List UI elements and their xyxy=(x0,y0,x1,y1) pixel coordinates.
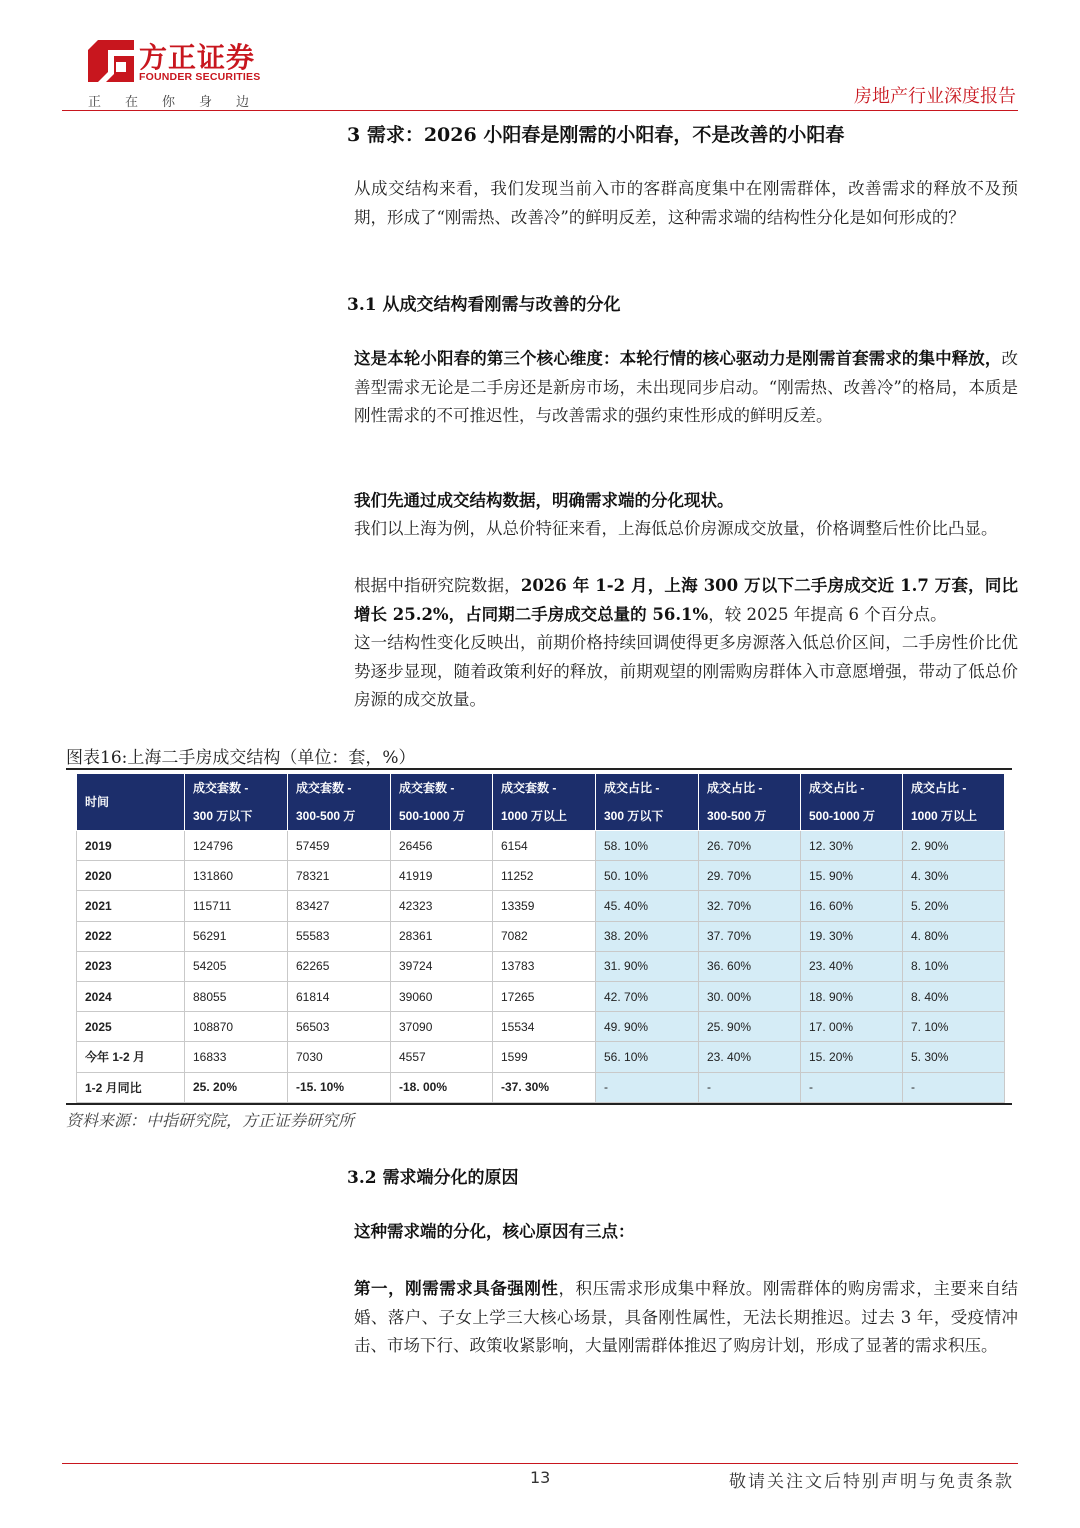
table-row xyxy=(77,891,1005,921)
table-cell: 38. 20% xyxy=(596,921,699,951)
table-header-cell xyxy=(493,774,596,831)
table-cell: 56. 10% xyxy=(596,1042,699,1072)
logo-english-name: FOUNDER SECURITIES xyxy=(139,71,261,83)
header-line-2: 300 万以下 xyxy=(604,809,664,823)
figure-bottom-rule xyxy=(66,1103,1012,1105)
table-cell: 58. 10% xyxy=(596,831,699,861)
table-cell: 55583 xyxy=(288,921,391,951)
bold-highlight: 2026 年 1-2 月，上海 300 万以下二手房成交近 1.7 万套，同比增长 25.2%，占同期二手房成交总量的 56.1% xyxy=(354,576,1019,624)
section-3-intro: 从成交结构来看，我们发现当前入市的客群高度集中在刚需群体，改善需求的释放不及预期，形成了“刚需热、改善冷”的鲜明反差，这种需求端的结构性分化是如何形成的？ xyxy=(354,179,1018,227)
disclaimer: 敬请关注文后特别声明与免责条款 xyxy=(729,1472,1014,1492)
figure-16-title: 图表16:上海二手房成交结构（单位：套，%） xyxy=(66,748,416,768)
row-label-cell: 2020 xyxy=(77,861,185,891)
header-line-1: 成交占比 - xyxy=(707,781,763,795)
table-cell: 11252 xyxy=(493,861,596,891)
table-cell: 88055 xyxy=(185,981,288,1011)
header-line-1: 成交套数 - xyxy=(296,781,352,795)
header-line-2: 500-1000 万 xyxy=(809,809,876,823)
header-divider xyxy=(62,110,1018,111)
table-cell: 131860 xyxy=(185,861,288,891)
table-cell: 36. 60% xyxy=(699,951,801,981)
table-cell: 4. 30% xyxy=(903,861,1005,891)
table-cell: 57459 xyxy=(288,831,391,861)
header-line-2: 500-1000 万 xyxy=(399,809,466,823)
table-cell: -18. 00% xyxy=(391,1072,493,1102)
table-cell: 115711 xyxy=(185,891,288,921)
section-3-title: 3 需求：2026 小阳春是刚需的小阳春，不是改善的小阳春 xyxy=(347,124,845,146)
table-cell: 15534 xyxy=(493,1012,596,1042)
row-label-cell: 2023 xyxy=(77,951,185,981)
section-3-1-paragraph-4 xyxy=(354,572,1018,629)
table-row xyxy=(77,861,1005,891)
shanghai-transaction-table xyxy=(76,773,1005,1103)
table-cell: 5. 20% xyxy=(903,891,1005,921)
row-label-cell: 2021 xyxy=(77,891,185,921)
header-line-1: 成交套数 - xyxy=(501,781,557,795)
table-cell: 25. 20% xyxy=(185,1072,288,1102)
table-cell: 6154 xyxy=(493,831,596,861)
table-cell: 45. 40% xyxy=(596,891,699,921)
table-cell: 124796 xyxy=(185,831,288,861)
table-cell: 19. 30% xyxy=(801,921,903,951)
table-cell: 5. 30% xyxy=(903,1042,1005,1072)
header-line-2: 1000 万以上 xyxy=(501,809,568,823)
table-cell: - xyxy=(903,1072,1005,1102)
table-cell: 15. 90% xyxy=(801,861,903,891)
table-cell: 108870 xyxy=(185,1012,288,1042)
table-row xyxy=(77,1012,1005,1042)
table-cell: 42323 xyxy=(391,891,493,921)
table-header-cell xyxy=(288,774,391,831)
table-cell: 28361 xyxy=(391,921,493,951)
paragraph-text: ，较 2025 年提高 6 个百分点。 xyxy=(708,604,947,624)
table-header-cell xyxy=(77,774,185,831)
header-line-2: 300-500 万 xyxy=(296,809,356,823)
paragraph-text: 根据中指研究院数据， xyxy=(354,576,521,595)
bold-lead: 第一，刚需需求具备强刚性 xyxy=(354,1279,559,1298)
row-label-cell: 今年 1-2 月 xyxy=(77,1042,185,1072)
table-cell: 23. 40% xyxy=(699,1042,801,1072)
table-cell: 29. 70% xyxy=(699,861,801,891)
table-cell: 42. 70% xyxy=(596,981,699,1011)
table-header-cell xyxy=(185,774,288,831)
table-body xyxy=(77,831,1005,1103)
table-cell: 37090 xyxy=(391,1012,493,1042)
logo-chinese-name: 方正证券 xyxy=(139,41,256,74)
table-cell: 32. 70% xyxy=(699,891,801,921)
table-header-cell xyxy=(699,774,801,831)
table-cell: 30. 00% xyxy=(699,981,801,1011)
figure-source: 资料来源：中指研究院，方正证券研究所 xyxy=(66,1111,355,1130)
header-line-1: 成交套数 - xyxy=(193,781,249,795)
table-cell: -37. 30% xyxy=(493,1072,596,1102)
table-cell: 7082 xyxy=(493,921,596,951)
table-row xyxy=(77,1042,1005,1072)
table-cell: 50. 10% xyxy=(596,861,699,891)
table-cell: 49. 90% xyxy=(596,1012,699,1042)
table-cell: 23. 40% xyxy=(801,951,903,981)
table-cell: - xyxy=(596,1072,699,1102)
table-cell: 39060 xyxy=(391,981,493,1011)
section-3-1-paragraph-2 xyxy=(354,487,1018,516)
table-cell: 41919 xyxy=(391,861,493,891)
table-header-row xyxy=(77,774,1005,831)
table-cell: 1599 xyxy=(493,1042,596,1072)
table-cell: -15. 10% xyxy=(288,1072,391,1102)
figure-top-rule xyxy=(66,768,1012,770)
bold-lead: 这是本轮小阳春的第三个核心维度：本轮行情的核心驱动力是刚需首套需求的集中释放， xyxy=(354,349,1002,368)
paragraph-text: ，积压需求形成集中释放。刚需群体的购房需求，主要来自结婚、落户、子女上学三大核心场景，具备刚性属性，无法长期推迟。过去 3 年，受疫情冲击、市场下行、政策收紧影响，大量刚需群体推迟了购房计划，形成了显著的需求积压。 xyxy=(354,1279,1019,1355)
table-cell: 8. 10% xyxy=(903,951,1005,981)
section-3-1-title: 3.1 从成交结构看刚需与改善的分化 xyxy=(347,295,621,315)
bold-lead: 这种需求端的分化，核心原因有三点： xyxy=(354,1222,635,1241)
row-label-cell: 2024 xyxy=(77,981,185,1011)
table-cell: 17265 xyxy=(493,981,596,1011)
page-number: 13 xyxy=(530,1468,551,1487)
table-cell: 56291 xyxy=(185,921,288,951)
table-header-cell xyxy=(903,774,1005,831)
table-cell: 25. 90% xyxy=(699,1012,801,1042)
table-header-cell xyxy=(801,774,903,831)
table-cell: 39724 xyxy=(391,951,493,981)
row-label-cell: 2022 xyxy=(77,921,185,951)
table-cell: 7. 10% xyxy=(903,1012,1005,1042)
section-3-1-paragraph-3: 我们以上海为例，从总价特征来看，上海低总价房源成交放量，价格调整后性价比凸显。 xyxy=(354,519,998,538)
table-cell: 83427 xyxy=(288,891,391,921)
table-cell: 61814 xyxy=(288,981,391,1011)
slogan: 正在你身边 xyxy=(88,95,274,110)
table-cell: 2. 90% xyxy=(903,831,1005,861)
table-cell: 62265 xyxy=(288,951,391,981)
footer-divider xyxy=(62,1463,1018,1464)
table-cell: 18. 90% xyxy=(801,981,903,1011)
table-cell: 7030 xyxy=(288,1042,391,1072)
row-label-cell: 1-2 月同比 xyxy=(77,1072,185,1102)
section-3-1-paragraph-1 xyxy=(354,345,1018,431)
header-line-1: 时间 xyxy=(85,795,110,809)
table-row xyxy=(77,981,1005,1011)
table-cell: 37. 70% xyxy=(699,921,801,951)
table-cell: 8. 40% xyxy=(903,981,1005,1011)
table-cell: - xyxy=(801,1072,903,1102)
table-cell: - xyxy=(699,1072,801,1102)
bold-lead: 我们先通过成交结构数据，明确需求端的分化现状。 xyxy=(354,491,734,510)
table-row xyxy=(77,921,1005,951)
header-line-1: 成交占比 - xyxy=(604,781,660,795)
table-header-cell xyxy=(596,774,699,831)
paragraph-text: 改善型需求无论是二手房还是新房市场，未出现同步启动。“刚需热、改善冷”的格局，本质是刚性需求的不可推迟性，与改善需求的强约束性形成的鲜明反差。 xyxy=(354,349,1018,425)
section-3-2-paragraph-2 xyxy=(354,1275,1018,1361)
section-3-1-paragraph-5: 这一结构性变化反映出，前期价格持续回调使得更多房源落入低总价区间，二手房性价比优势逐步显现，随着政策利好的释放，前期观望的刚需购房群体入市意愿增强，带动了低总价房源的成交放量。 xyxy=(354,633,1018,709)
table-cell: 4. 80% xyxy=(903,921,1005,951)
table-cell: 56503 xyxy=(288,1012,391,1042)
table-cell: 54205 xyxy=(185,951,288,981)
section-3-2-title: 3.2 需求端分化的原因 xyxy=(347,1168,519,1188)
table-cell: 13359 xyxy=(493,891,596,921)
table-cell: 17. 00% xyxy=(801,1012,903,1042)
table-cell: 31. 90% xyxy=(596,951,699,981)
report-type: 房地产行业深度报告 xyxy=(854,86,1016,107)
header-line-1: 成交套数 - xyxy=(399,781,455,795)
table-cell: 16833 xyxy=(185,1042,288,1072)
table-cell: 12. 30% xyxy=(801,831,903,861)
header-line-1: 成交占比 - xyxy=(911,781,967,795)
table-cell: 16. 60% xyxy=(801,891,903,921)
header-line-2: 300-500 万 xyxy=(707,809,767,823)
row-label-cell: 2025 xyxy=(77,1012,185,1042)
table-header-cell xyxy=(391,774,493,831)
table-row xyxy=(77,951,1005,981)
header-line-2: 1000 万以上 xyxy=(911,809,978,823)
header-line-2: 300 万以下 xyxy=(193,809,253,823)
table-cell: 26. 70% xyxy=(699,831,801,861)
row-label-cell: 2019 xyxy=(77,831,185,861)
table-row xyxy=(77,831,1005,861)
table-cell: 26456 xyxy=(391,831,493,861)
table-cell: 4557 xyxy=(391,1042,493,1072)
table-cell: 13783 xyxy=(493,951,596,981)
founder-logo-icon xyxy=(88,40,134,82)
table-cell: 78321 xyxy=(288,861,391,891)
table-row xyxy=(77,1072,1005,1102)
header-line-1: 成交占比 - xyxy=(809,781,865,795)
section-3-2-paragraph-1 xyxy=(354,1218,1018,1247)
table-cell: 15. 20% xyxy=(801,1042,903,1072)
